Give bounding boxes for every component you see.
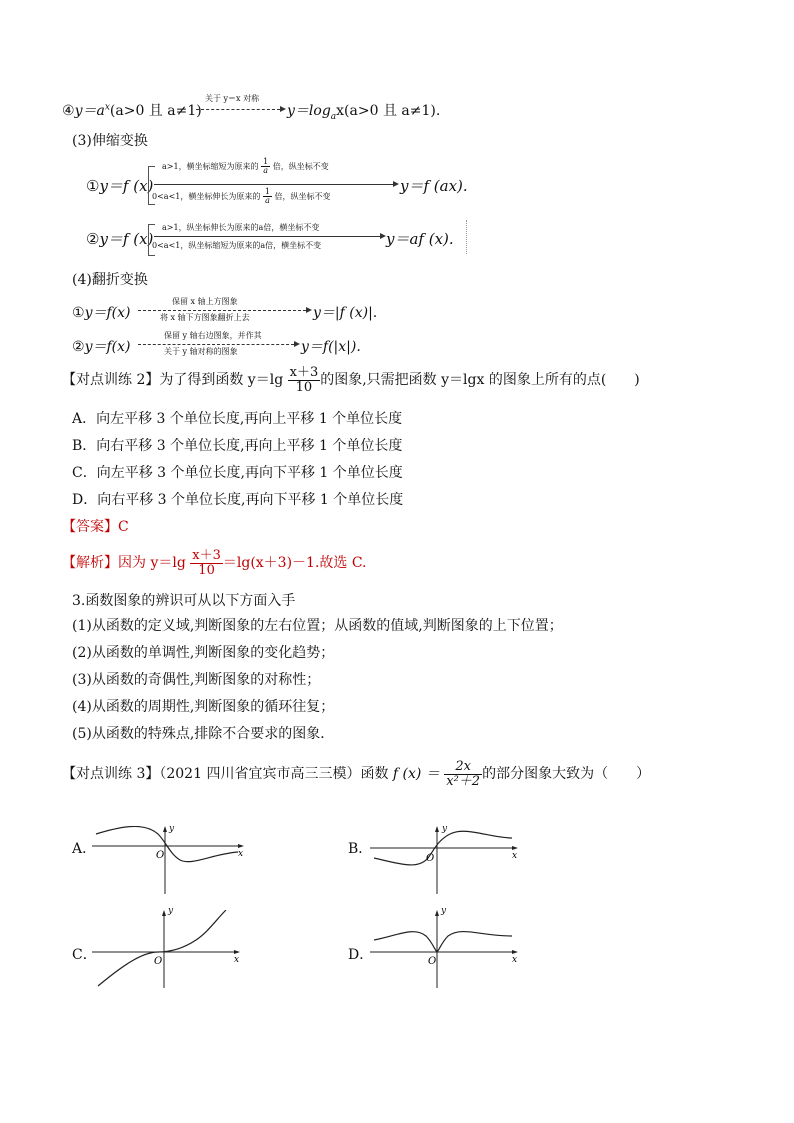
analysis-line <box>62 549 367 577</box>
question-text: 的部分图象大致为（ ） <box>482 766 651 783</box>
frame-edge <box>86 220 467 254</box>
fraction <box>190 549 223 577</box>
tip-item: (1)从函数的定义域,判断图象的左右位置；从函数的值域,判断图象的上下位置； <box>72 618 563 634</box>
numerator: x＋3 <box>289 365 319 380</box>
tip-item: (3)从函数的奇偶性,判断图象的对称性； <box>72 672 321 688</box>
condition: x(a>0 且 a≠1). <box>336 103 441 119</box>
curve <box>96 826 238 861</box>
transform-arrow <box>196 109 280 110</box>
arrow-head-icon <box>294 341 300 347</box>
formula-left: y＝a <box>74 103 105 119</box>
origin-label: O <box>154 956 163 967</box>
y-axis-label: y <box>441 906 447 916</box>
origin-label: O <box>428 956 437 967</box>
transform-arrow <box>138 310 306 311</box>
label-text: 倍，纵坐标不变 <box>272 161 329 171</box>
stretch-item2-bot-label: 0<a<1，纵坐标缩短为原来的a倍，横坐标不变 <box>152 241 322 250</box>
section-title: (3)伸缩变换 <box>72 133 148 149</box>
exponent: x <box>104 102 110 113</box>
fraction <box>261 158 270 176</box>
stretch-item1-left <box>86 175 153 196</box>
flip-item2-bot-label: 关于 y 轴对称的图象 <box>164 347 238 356</box>
graph-a[interactable] <box>92 826 252 894</box>
graph-d[interactable] <box>370 910 530 988</box>
section-title: 3.函数图象的辨识可从以下方面入手 <box>72 593 296 609</box>
flip-item2-right: y＝f(|x|). <box>301 339 361 355</box>
arrow-head-icon <box>238 844 244 848</box>
arrow-head-icon <box>162 910 166 916</box>
arrow-head-icon <box>306 307 312 313</box>
y-axis-label: y <box>169 824 175 834</box>
flip-item1-left <box>72 302 130 322</box>
origin-label: O <box>156 850 165 861</box>
arrow-head-icon <box>163 826 167 832</box>
option-a[interactable]: A．向左平移 3 个单位长度,再向上平移 1 个单位长度 <box>72 411 403 427</box>
x-axis-label: x <box>238 849 244 859</box>
tip-item: (5)从函数的特殊点,排除不合要求的图象． <box>72 726 335 742</box>
denominator: a <box>263 196 272 205</box>
formula-left: y＝f (x) <box>99 230 154 248</box>
y-axis-label: y <box>168 906 174 916</box>
curve <box>98 910 226 986</box>
denominator: x²＋2 <box>446 773 481 789</box>
transform-arrow <box>138 344 294 345</box>
flip-item2-left <box>72 336 130 356</box>
numerator: x＋3 <box>192 548 221 563</box>
flip-item2-top-label: 保留 y 轴右边图象，并作其 <box>164 331 262 340</box>
question-text: 的图象,只需把函数 y＝lgx 的图象上所有的点( ) <box>320 372 640 389</box>
label-text: 倍，纵坐标不变 <box>274 191 331 201</box>
graph-b[interactable] <box>370 826 530 894</box>
function-name: f (x) ＝ <box>392 766 440 783</box>
question-2-stem <box>62 366 640 394</box>
label-text: 0<a<1，横坐标伸长为原来的 <box>152 191 261 201</box>
log-base: a <box>330 111 337 122</box>
answer-value: C <box>118 519 129 535</box>
section-title: (4)翻折变换 <box>72 272 148 288</box>
arrow-head-icon <box>435 826 439 832</box>
question-source: （2021 四川省宜宾市高三三模）函数 <box>159 766 389 783</box>
x-axis-label: x <box>512 955 518 965</box>
stretch-item2-top-label: a>1，纵坐标伸长为原来的a倍，横坐标不变 <box>162 223 320 232</box>
arrow-head-icon <box>512 950 518 954</box>
question-text: 为了得到函数 y＝lg <box>159 372 284 389</box>
stretch-item2-right: y＝af (x). <box>386 230 454 248</box>
numerator: 1 <box>263 157 269 166</box>
arrow-head-icon <box>393 181 399 187</box>
option-c[interactable]: C．向左平移 3 个单位长度,再向下平移 1 个单位长度 <box>72 465 403 481</box>
question-tag: 【对点训练 3】 <box>62 766 160 783</box>
analysis-tag: 【解析】 <box>62 555 118 572</box>
denominator: a <box>261 166 270 175</box>
x-axis-label: x <box>512 851 518 861</box>
stretch-item1-top-label <box>162 158 329 176</box>
tip-item: (2)从函数的单调性,判断图象的变化趋势； <box>72 645 335 661</box>
formula-left: y＝f(x) <box>84 305 131 321</box>
x-axis-label: x <box>234 955 240 965</box>
stretch-item1-bot-label <box>152 188 331 206</box>
analysis-text: 因为 y＝lg <box>118 555 186 572</box>
arrow-head-icon <box>435 910 439 916</box>
item-number: ② <box>86 230 100 248</box>
formula-right: y＝log <box>287 103 331 119</box>
flip-item1-right: y＝|f (x)|. <box>313 305 378 321</box>
curve <box>374 932 512 952</box>
analysis-text: ＝lg(x＋3)－1.故选 C. <box>222 555 367 572</box>
item-number: ② <box>72 339 85 355</box>
question-tag: 【对点训练 2】 <box>62 372 160 389</box>
stretch-item1-right: y＝f (ax). <box>400 177 468 195</box>
formula-left: y＝f (x) <box>99 177 154 195</box>
option-d[interactable]: D．向右平移 3 个单位长度,再向下平移 1 个单位长度 <box>72 492 404 508</box>
inverse-transform-right <box>287 100 440 122</box>
graph-a-label[interactable]: A． <box>72 841 97 857</box>
flip-item1-bot-label: 将 x 轴下方图象翻折上去 <box>160 313 250 322</box>
flip-item1-top-label: 保留 x 轴上方图象 <box>172 297 238 306</box>
inverse-transform-line <box>62 100 202 120</box>
arrow-label: 关于 y＝x 对称 <box>205 94 260 103</box>
graph-c[interactable] <box>92 910 252 988</box>
graph-b-label[interactable]: B． <box>348 841 373 857</box>
denominator: 10 <box>190 563 223 578</box>
graph-c-label[interactable]: C． <box>72 947 97 963</box>
item-number: ④ <box>62 103 75 119</box>
transform-arrow <box>154 184 394 185</box>
item-number: ① <box>86 177 100 195</box>
fraction <box>288 366 321 394</box>
fraction <box>444 760 482 788</box>
label-text: a>1，横坐标缩短为原来的 <box>162 161 259 171</box>
y-axis-label: y <box>442 824 448 834</box>
option-b[interactable]: B．向右平移 3 个单位长度,再向上平移 1 个单位长度 <box>72 438 403 454</box>
arrow-head-icon <box>512 846 518 850</box>
denominator: 10 <box>288 380 321 395</box>
arrow-head-icon <box>280 106 286 112</box>
answer-line <box>62 516 129 536</box>
numerator: 1 <box>264 187 270 196</box>
formula-left: y＝f(x) <box>84 339 131 355</box>
tip-item: (4)从函数的周期性,判断图象的循环往复； <box>72 699 335 715</box>
item-number: ① <box>72 305 85 321</box>
numerator: 2x <box>455 759 471 774</box>
arrow-head-icon <box>234 950 240 954</box>
origin-label: O <box>426 853 435 864</box>
fraction <box>263 188 272 206</box>
question-3-stem <box>62 760 650 788</box>
answer-tag: 【答案】 <box>62 519 118 535</box>
condition: (a>0 且 a≠1) <box>109 103 202 119</box>
graph-d-label[interactable]: D． <box>348 947 374 963</box>
